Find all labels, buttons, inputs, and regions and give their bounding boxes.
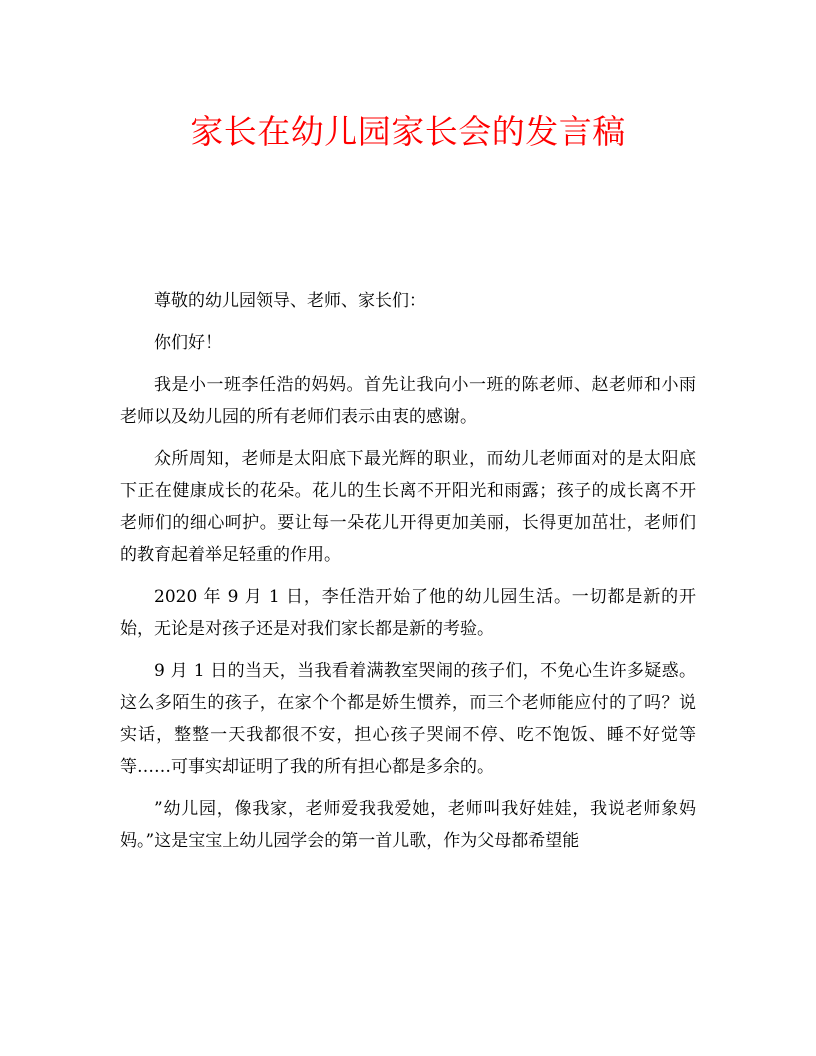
body-paragraph: 9 月 1 日的当天，当我看着满教室哭闹的孩子们，不免心生许多疑惑。这么多陌生的孩子，在家个个都是娇生惯养，而三个老师能应付的了吗？说实话，整整一天我都很不安，担心孩子哭闹不停、吃不饱饭、睡不好觉等等……可事实却证明了我的所有担心都是多余的。 — [120, 661, 696, 777]
body-paragraph: 我是小一班李任浩的妈妈。首先让我向小一班的陈老师、赵老师和小雨老师以及幼儿园的所有老师们表示由衷的感谢。 — [120, 375, 696, 427]
document-title: 家长在幼儿园家长会的发言稿 — [190, 112, 626, 151]
body-paragraph: ”幼儿园，像我家，老师爱我我爱她，老师叫我好娃娃，我说老师象妈妈。”这是宝宝上幼儿园学会的第一首儿歌，作为父母都希望能 — [120, 799, 696, 851]
salutation-paragraph: 尊敬的幼儿园领导、老师、家长们： — [154, 291, 426, 311]
body-paragraph: 2020 年 9 月 1 日，李任浩开始了他的幼儿园生活。一切都是新的开始，无论是对孩子还是对我们家长都是新的考验。 — [120, 587, 696, 639]
greeting-paragraph: 你们好！ — [154, 333, 222, 353]
body-paragraph: 众所周知，老师是太阳底下最光辉的职业，而幼儿老师面对的是太阳底下正在健康成长的花朵。花儿的生长离不开阳光和雨露；孩子的成长离不开老师们的细心呵护。要让每一朵花儿开得更加美丽，长得更加茁壮，老师们的教育起着举足轻重的作用。 — [120, 449, 696, 565]
document-body — [120, 285, 696, 867]
